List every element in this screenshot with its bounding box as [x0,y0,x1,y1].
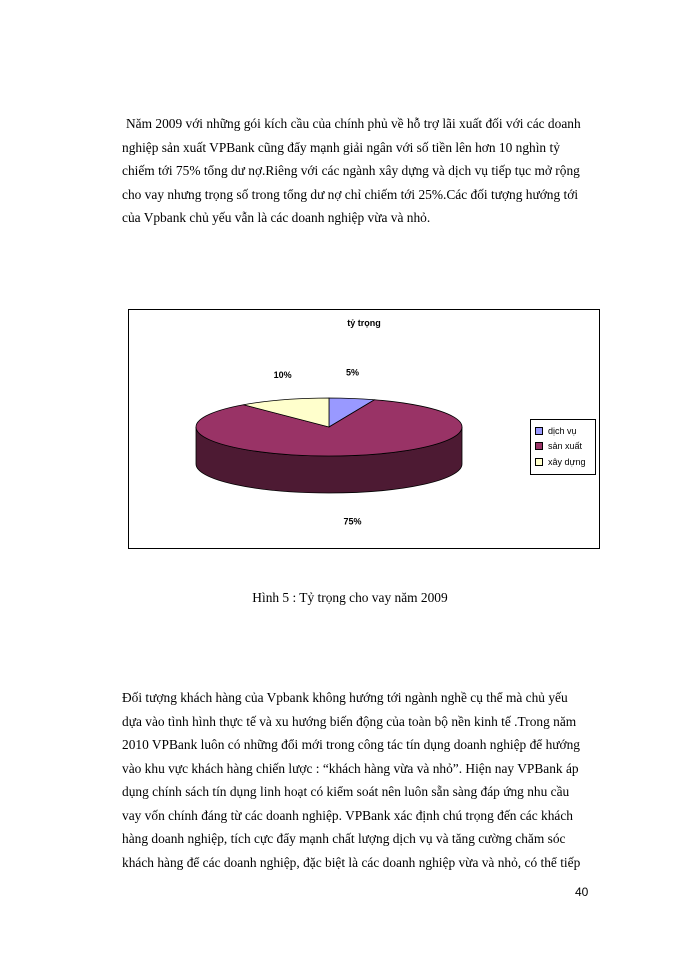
page-number: 40 [575,885,589,899]
text-line: dụng chính sách tín dụng linh hoạt có kiểm soát nên luôn sẵn sàng đáp ứng nhu cầu [122,784,570,799]
legend-item-dich-vu [535,423,591,439]
paragraph-intro [122,112,598,230]
data-label-xay-dung: 10% [273,370,292,381]
chart-legend [530,419,596,475]
legend-swatch [535,427,543,435]
legend-item-xay-dung [535,454,591,470]
text-line: vay vốn chính đáng từ các doanh nghiệp. VPBank xác định chú trọng đến các khách [122,807,574,823]
chart-title: tỷ trọng [347,318,381,328]
data-label-dich-vu: 5% [346,367,360,378]
text-line: 2010 VPBank luôn có những đổi mới trong công tác tín dụng doanh nghiệp để hướng [122,737,581,752]
pie-chart [128,309,600,549]
legend-swatch [535,458,543,466]
legend-item-san-xuat [535,439,591,455]
legend-swatch [535,442,543,450]
text-line: Năm 2009 với những gói kích cầu của chính phủ về hỗ trợ lãi xuất đối với các doanh [126,116,581,131]
text-line: Đối tượng khách hàng của Vpbank không hướng tới ngành nghề cụ thể mà chủ yếu [122,690,568,705]
text-line: cho vay nhưng trọng số trong tổng dư nợ chỉ chiếm tới 25%.Các đối tượng hướng tới [122,186,579,202]
text-line: của Vpbank chủ yếu vẫn là các doanh nghiệp vừa và nhỏ. [122,210,431,225]
text-line: dựa vào tình hình thực tế và xu hướng biến động của toàn bộ nền kinh tế .Trong năm [122,713,577,729]
legend-label: xây dựng [548,456,586,467]
text-line: chiếm tới 75% tổng dư nợ.Riêng với các ngành xây dựng và dịch vụ tiếp tục mở rộng [122,163,580,178]
figure-caption: Hình 5 : Tỷ trọng cho vay năm 2009 [252,590,448,605]
paragraph-customers [122,686,598,874]
text-line: hàng doanh nghiệp, tích cực đẩy mạnh chất lượng dịch vụ và tăng cường chăm sóc [122,831,566,846]
legend-label: dịch vụ [548,425,577,436]
legend-label: sản xuất [548,441,583,452]
text-line: khách hàng để các doanh nghiệp, đặc biệt là các doanh nghiệp vừa và nhỏ, có thể tiếp [122,854,581,870]
text-line: nghiệp sản xuất VPBank cũng đẩy mạnh giải ngân với số tiền lên hơn 10 nghìn tỷ [122,139,560,155]
data-label-san-xuat: 75% [343,516,362,527]
text-line: vào khu vực khách hàng chiến lược : “khách hàng vừa và nhỏ”. Hiện nay VPBank áp [122,760,579,776]
